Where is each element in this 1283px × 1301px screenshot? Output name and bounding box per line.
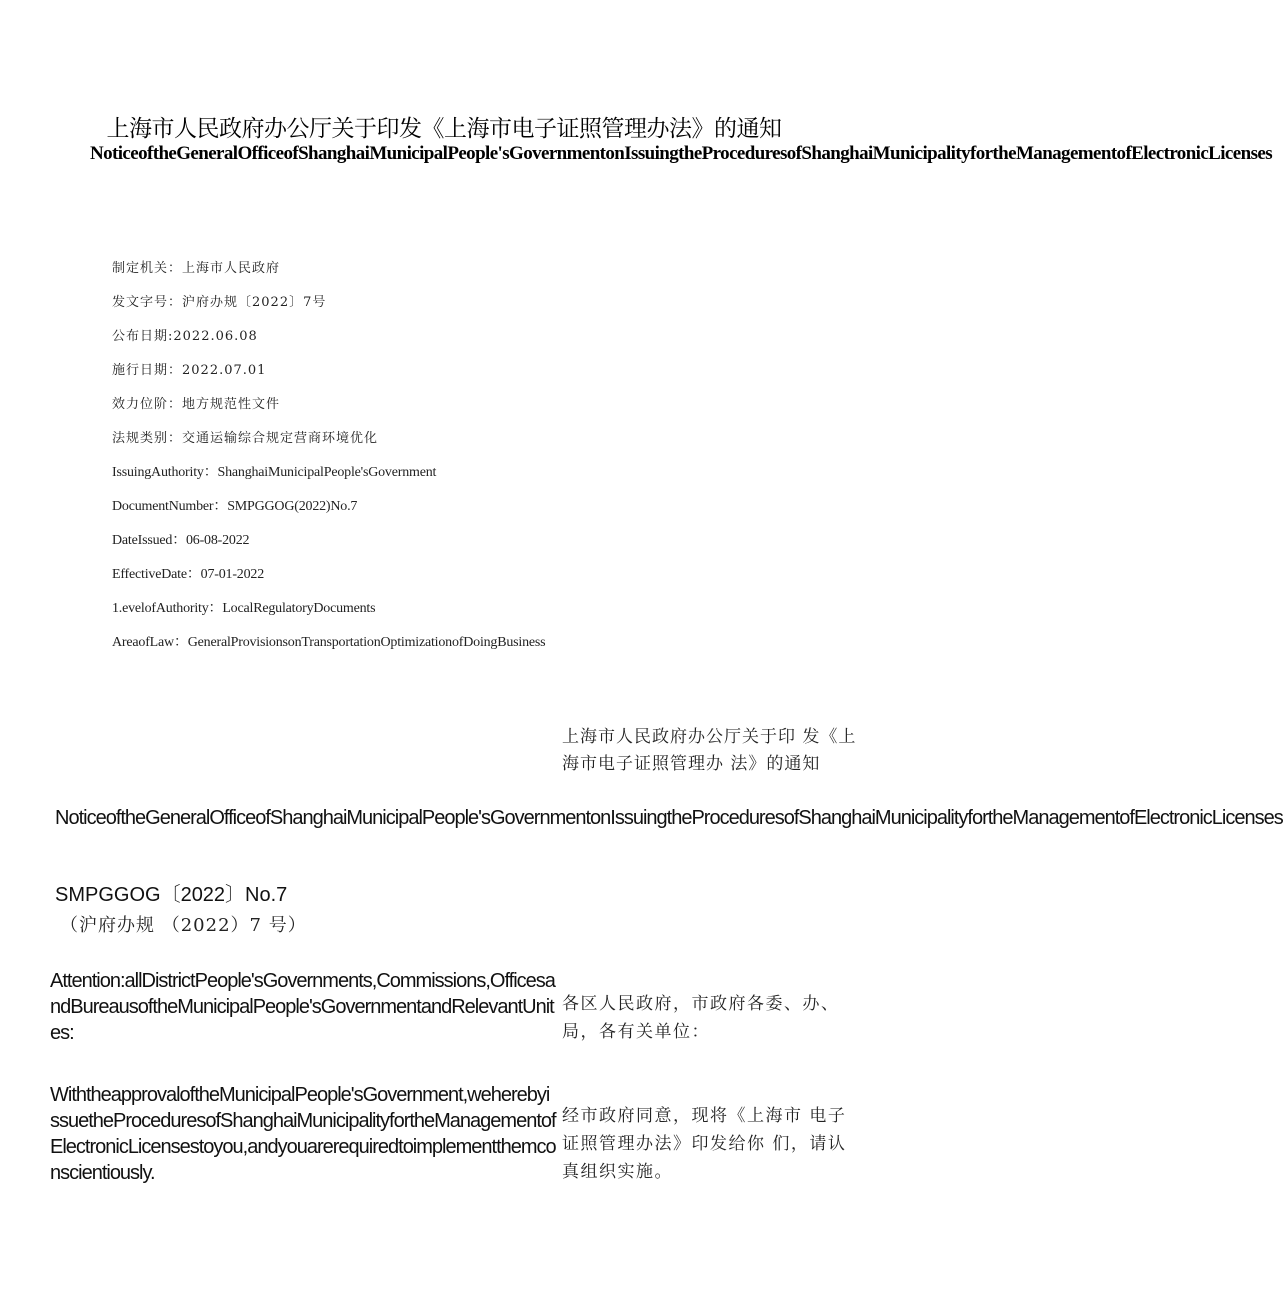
body-document-number-cn: （沪府办规 （2022）7 号） — [60, 915, 307, 936]
document-title-english: NoticeoftheGeneralOfficeofShanghaiMunicipalPeople'sGovernmentonIssuingtheProceduresofShanghaiMunicipalityfortheManagementofElectronicLicenses — [90, 143, 1272, 164]
document-number-en: DocumentNumber：SMPGGOG(2022)No.7 — [112, 499, 358, 514]
body-title-chinese: 上海市人民政府办公厅关于印 发《上海市电子证照管理办 法》的通知 — [562, 727, 857, 774]
issuing-authority-en: IssuingAuthority：ShanghaiMunicipalPeople'sGovernment — [112, 465, 437, 480]
issuing-authority-cn: 制定机关：上海市人民政府 — [112, 261, 281, 276]
effective-date-cn: 施行日期：2022.07.01 — [112, 363, 267, 378]
level-of-authority-cn: 效力位阶：地方规范性文件 — [112, 397, 281, 412]
document-number-cn: 发文字号：沪府办规〔2022〕7号 — [112, 295, 327, 310]
date-issued-cn: 公布日期:2022.06.08 — [112, 329, 258, 344]
attention-line-cn: 各区人民政府，市政府各委、办、局，各有关单位： — [562, 994, 840, 1042]
body-title-english: NoticeoftheGeneralOfficeofShanghaiMunicipalPeople'sGovernmentonIssuingtheProceduresofShanghaiMunicipalityfortheManagementofElectronicLicenses — [55, 807, 1283, 829]
effective-date-en: EffectiveDate：07-01-2022 — [112, 567, 264, 582]
attention-line-en: Attention:allDistrictPeople'sGovernments,Commissions,OfficesandBureausoftheMunicipalPeople'sGovernmentandRelevantUnites: — [50, 970, 555, 1044]
area-of-law-cn: 法规类别：交通运输综合规定营商环境优化 — [112, 431, 379, 446]
document-title-chinese: 上海市人民政府办公厅关于印发《上海市电子证照管理办法》的通知 — [106, 116, 782, 142]
date-issued-en: DateIssued：06-08-2022 — [112, 533, 250, 548]
metadata-block — [112, 258, 812, 666]
level-of-authority-en: 1.evelofAuthority：LocalRegulatoryDocuments — [112, 601, 376, 616]
body-paragraph-cn: 经市政府同意，现将《上海市 电子证照管理办法》印发给你 们，请认真组织实施。 — [562, 1106, 847, 1182]
body-document-number-en: SMPGGOG〔2022〕No.7 — [55, 884, 288, 906]
area-of-law-en: AreaofLaw：GeneralProvisionsonTransportationOptimizationofDoingBusiness — [112, 635, 546, 650]
body-paragraph-en: WiththeapprovaloftheMunicipalPeople'sGovernment,weherebyissuetheProceduresofShanghaiMunicipalityfortheManagementofElectronicLicensestoyou,andyouarerequiredtoimplementthemconscientiously. — [50, 1084, 556, 1184]
